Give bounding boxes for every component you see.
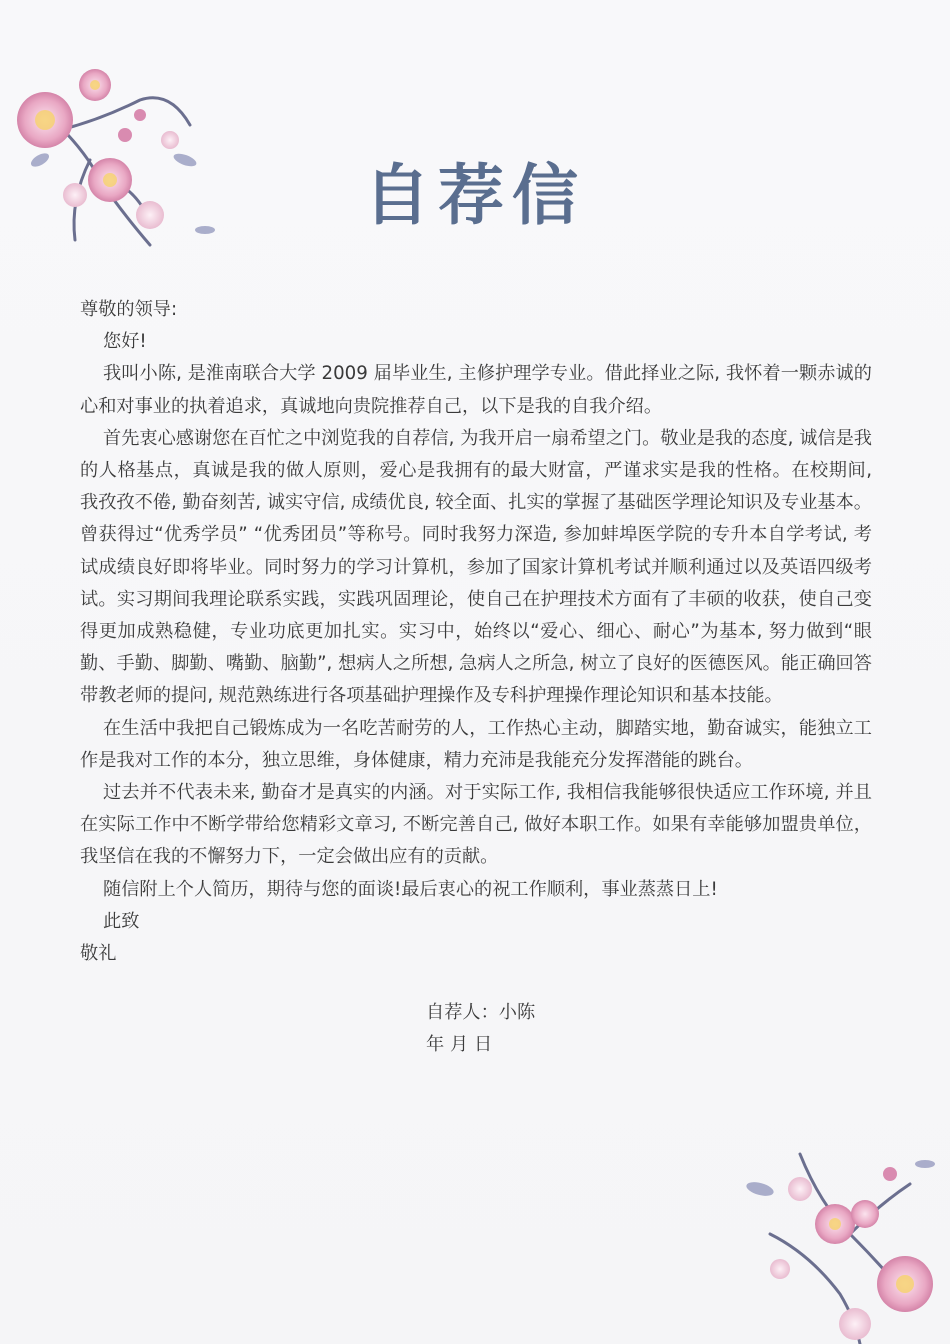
paragraph-experience: 首先衷心感谢您在百忙之中浏览我的自荐信, 为我开启一扇希望之门。敬业是我的态度, 诚信是我的人格基点，真诚是我的做人原则，爱心是我拥有的最大财富，严谨求实是我的性格。在校期间, 我孜孜不倦, 勤奋刻苦, 诚实守信, 成绩优良, 较全面、扎实的掌握了基础医学理论知识及专业基本。曾获得过“优秀学员” “优秀团员”等称号。同时我努力深造, 参加蚌埠医学院的专升本自学考试, 考试成绩良好即将毕业。同时努力的学习计算机，参加了国家计算机考试并顺利通过以及英语四级考试。实习期间我理论联系实践，实践巩固理论，使自己在护理技术方面有了丰硕的收获，使自己变得更加成熟稳健，专业功底更加扎实。实习中，始终以“爱心、细心、耐心”为基本, 努力做到“眼勤、手勤、脚勤、嘴勤、脑勤”, 想病人之所想, 急病人之所急, 树立了良好的医德医风。能正确回答带教老师的提问, 规范熟练进行各项基础护理操作及专科护理操作理论知识和基本技能。: [80, 427, 872, 707]
regards: 敬礼: [80, 943, 117, 965]
closing: 此致: [103, 910, 140, 932]
letter-body: [80, 294, 872, 970]
paragraph-intro: 我叫小陈, 是淮南联合大学 2009 届毕业生, 主修护理学专业。借此择业之际, 我怀着一颗赤诚的心和对事业的执着追求，真诚地向贵院推荐自己，以下是我的自我介绍。: [80, 363, 872, 417]
plum-blossom-bottom-right-icon: [730, 1144, 950, 1344]
paragraph-attachment: 随信附上个人简历，期待与您的面谈!最后衷心的祝工作顺利，事业蒸蒸日上!: [103, 878, 718, 900]
date: 年 月 日: [426, 1034, 493, 1056]
paragraph-life: 在生活中我把自己锻炼成为一名吃苦耐劳的人，工作热心主动，脚踏实地，勤奋诚实，能独立工作是我对工作的本分，独立思维，身体健康，精力充沛是我能充分发挥潜能的跳台。: [80, 717, 872, 771]
greeting: 您好!: [103, 331, 147, 353]
paragraph-future: 过去并不代表未来, 勤奋才是真实的内涵。对于实际工作, 我相信我能够很快适应工作环境, 并且在实际工作中不断学带给您精彩文章习, 不断完善自己, 做好本职工作。如果有幸能够加盟贵单位，我坚信在我的不懈努力下，一定会做出应有的贡献。: [80, 782, 872, 868]
signature: 自荐人：小陈: [426, 1002, 536, 1023]
signature-block: [426, 997, 535, 1061]
salutation: 尊敬的领导:: [80, 299, 178, 320]
page-title: 自荐信: [364, 157, 586, 235]
